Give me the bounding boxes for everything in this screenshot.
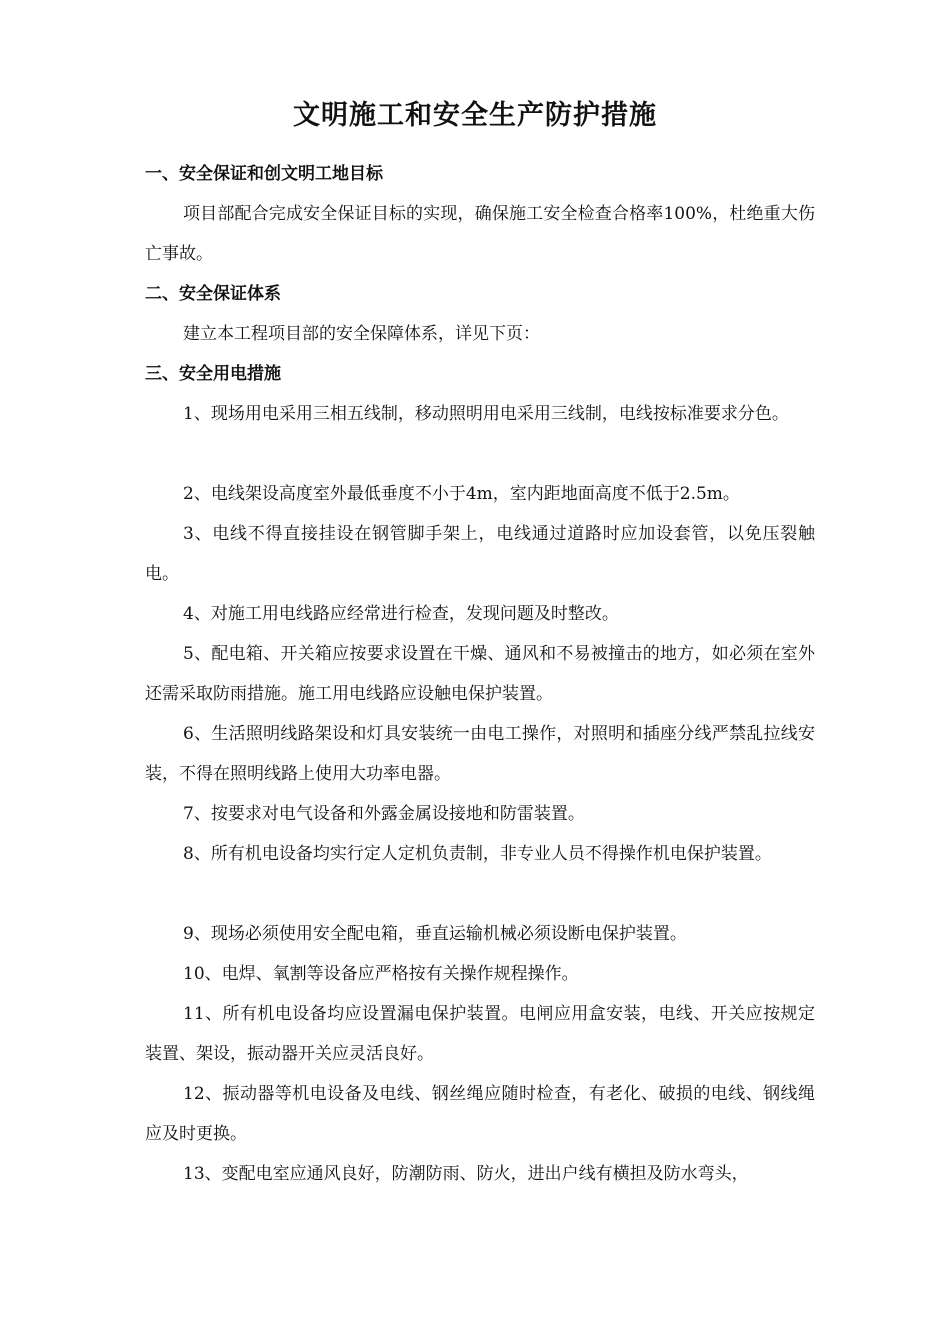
list-item: 1、现场用电采用三相五线制，移动照明用电采用三线制，电线按标准要求分色。 [183,404,789,424]
section-2-paragraph: 建立本工程项目部的安全保障体系，详见下页： [183,324,540,344]
section-heading-2: 二、安全保证体系 [145,284,281,304]
list-item: 2、电线架设高度室外最低垂度不小于4m，室内距地面高度不低于2.5m。 [183,484,740,504]
document-title: 文明施工和安全生产防护措施 [293,100,657,131]
list-item: 3、电线不得直接挂设在钢管脚手架上，电线通过道路时应加设套管，以免压裂触电。 [145,524,815,584]
section-1-paragraph: 项目部配合完成安全保证目标的实现，确保施工安全检查合格率100%，杜绝重大伤亡事故。 [145,204,815,264]
list-item: 10、电焊、氧割等设备应严格按有关操作规程操作。 [183,964,579,984]
list-item: 13、变配电室应通风良好，防潮防雨、防火，进出户线有横担及防水弯头， [183,1164,749,1184]
list-item: 4、对施工用电线路应经常进行检查，发现问题及时整改。 [183,604,619,624]
list-item: 11、所有机电设备均应设置漏电保护装置。电闸应用盒安装，电线、开关应按规定装置、架设，振动器开关应灵活良好。 [145,1004,815,1064]
list-item: 12、振动器等机电设备及电线、钢丝绳应随时检查，有老化、破损的电线、钢线绳应及时更换。 [145,1084,815,1144]
section-heading-1: 一、安全保证和创文明工地目标 [145,164,383,184]
list-item: 9、现场必须使用安全配电箱，垂直运输机械必须设断电保护装置。 [183,924,687,944]
list-item: 7、按要求对电气设备和外露金属设接地和防雷装置。 [183,804,585,824]
list-item: 8、所有机电设备均实行定人定机负责制，非专业人员不得操作机电保护装置。 [183,844,772,864]
list-item: 6、生活照明线路架设和灯具安装统一由电工操作，对照明和插座分线严禁乱拉线安装，不得在照明线路上使用大功率电器。 [145,724,815,784]
list-item: 5、配电箱、开关箱应按要求设置在干燥、通风和不易被撞击的地方，如必须在室外还需采取防雨措施。施工用电线路应设触电保护装置。 [145,644,815,704]
section-heading-3: 三、安全用电措施 [145,364,281,384]
